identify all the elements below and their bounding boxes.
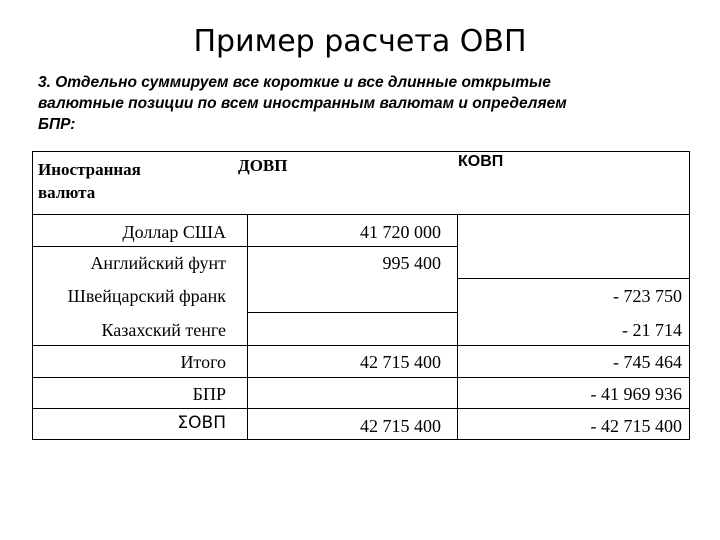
table-border-bottom bbox=[32, 439, 690, 440]
row-currency: БПР bbox=[192, 384, 226, 404]
row-dovp: 41 720 000 bbox=[360, 222, 441, 242]
intro-text bbox=[38, 72, 688, 135]
row-divider bbox=[32, 377, 690, 378]
row-kovp: - 42 715 400 bbox=[590, 416, 682, 436]
row-dovp: 42 715 400 bbox=[360, 352, 441, 372]
row-divider bbox=[32, 246, 457, 247]
header-currency: Иностранная валюта bbox=[38, 160, 141, 202]
row-divider bbox=[32, 408, 690, 409]
column-divider bbox=[247, 214, 248, 440]
row-currency: Доллар США bbox=[122, 222, 226, 242]
header-kovp: КОВП bbox=[458, 153, 504, 170]
row-currency: Английский фунт bbox=[90, 253, 226, 273]
row-currency: Итого bbox=[180, 352, 226, 372]
table-border-right bbox=[689, 151, 690, 440]
intro-line-2: валютные позиции по всем иностранным валютам и определяем bbox=[38, 95, 567, 112]
intro-line-3: БПР: bbox=[38, 116, 76, 133]
row-currency: Швейцарский франк bbox=[67, 286, 226, 306]
row-currency: ΣОВП bbox=[177, 413, 226, 433]
row-dovp: 995 400 bbox=[382, 253, 441, 273]
row-divider bbox=[457, 278, 690, 279]
row-divider bbox=[32, 345, 690, 346]
table-border-top bbox=[32, 151, 690, 152]
row-dovp: 42 715 400 bbox=[360, 416, 441, 436]
row-kovp: - 723 750 bbox=[613, 286, 682, 306]
row-divider bbox=[247, 312, 457, 313]
slide-title: Пример расчета ОВП bbox=[193, 24, 527, 59]
row-kovp: - 745 464 bbox=[613, 352, 682, 372]
row-kovp: - 41 969 936 bbox=[590, 384, 682, 404]
header-dovp: ДОВП bbox=[238, 156, 288, 175]
row-kovp: - 21 714 bbox=[622, 320, 682, 340]
ovp-table bbox=[32, 151, 690, 440]
row-currency: Казахский тенге bbox=[101, 320, 226, 340]
header-divider bbox=[32, 214, 690, 215]
intro-line-1: 3. Отдельно суммируем все короткие и все длинные открытые bbox=[38, 74, 551, 91]
